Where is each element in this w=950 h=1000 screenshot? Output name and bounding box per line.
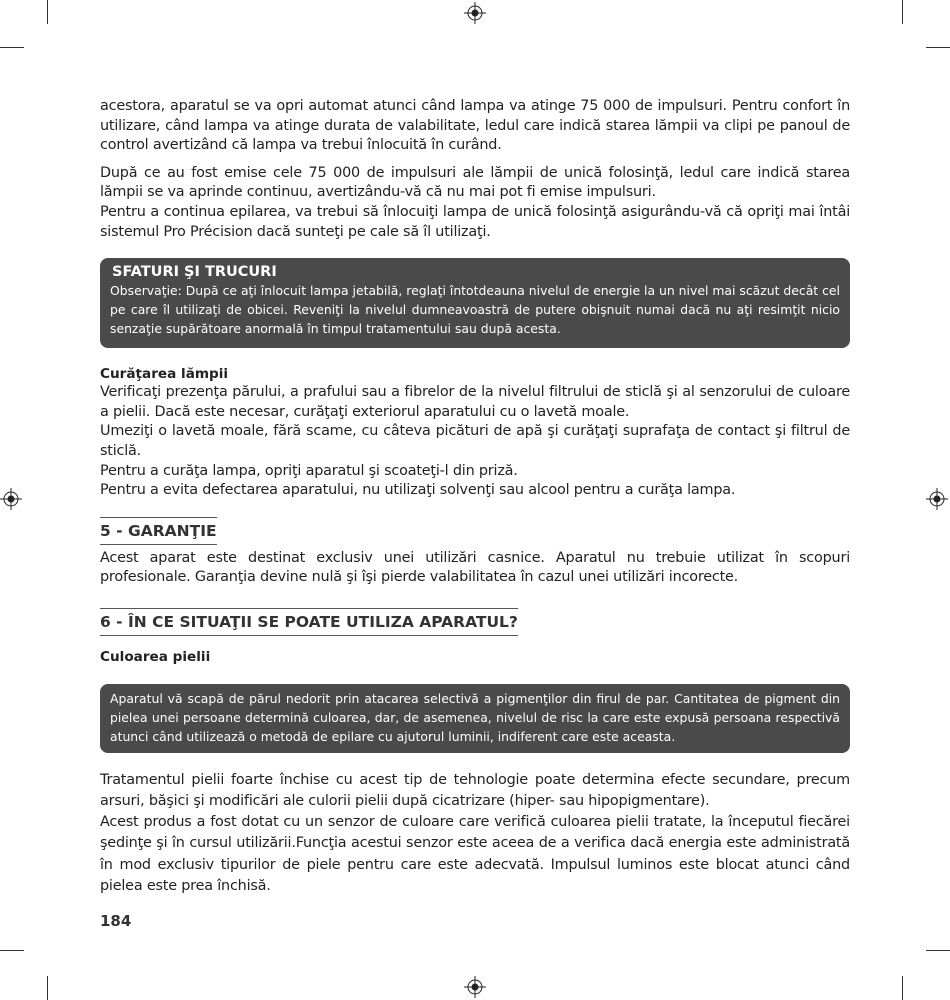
usage-paragraph-2: Acest produs a fost dotat cu un senzor de culoare care verifică culoarea pielii tratate, la începutul fiecărei şedinţe şi în cursul utilizării.Funcţia acestui senzor este aceea de a verifica dacă energia este administrată în mod exclusiv tipurilor de piele pentru care este adecvată. Impulsul luminos este blocat atunci când pielea este prea închisă. xyxy=(100,813,850,895)
registration-mark-icon xyxy=(0,488,22,510)
page-content xyxy=(100,97,850,898)
intro-paragraph-2: După ce au fost emise cele 75 000 de impulsuri ale lămpii de unică folosinţă, ledul care indică starea lămpii se va aprinde continuu, avertizându-vă că nu mai pot fi emise impulsuri. xyxy=(100,164,850,201)
cleaning-paragraph-3: Pentru a curăţa lampa, opriţi aparatul şi scoateţi-l din priză. xyxy=(100,462,518,479)
section-heading-usage: 6 - ÎN CE SITUAŢII SE POATE UTILIZA APARATUL? xyxy=(100,608,518,636)
tips-title: SFATURI ŞI TRUCURI xyxy=(112,264,277,281)
registration-mark-icon xyxy=(464,2,486,24)
section-heading-warranty: 5 - GARANŢIE xyxy=(100,517,217,545)
skin-color-info-text: Aparatul vă scapă de părul nedorit prin atacarea selectivă a pigmenţilor din firul de par. Cantitatea de pigment din pielea unei persoane determină culoarea, dar, de asemenea, nivelul de risc la care este expusă persoana respectivă atunci când utilizează o metodă de epilare cu ajutorul luminii, indiferent care este aceasta. xyxy=(110,690,840,745)
tips-text: Observaţie: După ce aţi înlocuit lampa jetabilă, reglaţi întotdeauna nivelul de energie la un nivel mai scăzut decât cel pe care îl utilizaţi de obicei. Reveniţi la nivelul dumneavoastră de putere obişnuit numai dacă nu aţi resimţit nicio senzaţie supărătoare anormală în timpul tratamentului sau după acesta. xyxy=(110,283,840,337)
tips-box xyxy=(100,258,850,348)
cleaning-paragraph-4: Pentru a evita defectarea aparatului, nu utilizaţi solvenţi sau alcool pentru a curăţa lampa. xyxy=(100,482,736,499)
crop-mark xyxy=(0,47,24,48)
crop-mark xyxy=(926,47,950,48)
crop-mark xyxy=(926,950,950,951)
registration-mark-icon xyxy=(926,488,948,510)
intro-paragraph-3: Pentru a continua epilarea, va trebui să înlocuiţi lampa de unică folosinţă asigurându-vă că opriţi mai întâi sistemul Pro Précision dacă sunteţi pe cale să îl utilizaţi. xyxy=(100,203,850,240)
page-number: 184 xyxy=(100,912,132,930)
cleaning-heading: Curăţarea lămpii xyxy=(100,366,229,383)
intro-paragraph-1: acestora, aparatul se va opri automat atunci când lampa va atinge 75 000 de impulsuri. Pentru confort în utilizare, când lampa va atinge durata de valabilitate, ledul care indică starea lămpii va clipi pe panoul de control avertizând că lampa va trebui înlocuită în curând. xyxy=(100,98,850,154)
skin-color-heading: Culoarea pielii xyxy=(100,648,211,665)
skin-color-info-box xyxy=(100,684,850,753)
crop-mark xyxy=(902,0,903,24)
warranty-text: Acest aparat este destinat exclusiv unei utilizări casnice. Aparatul nu trebuie utilizat în scopuri profesionale. Garanţia devine nulă şi îşi pierde valabilitatea în cazul unei utilizări incorecte. xyxy=(100,549,850,586)
crop-mark xyxy=(902,976,903,1000)
registration-mark-icon xyxy=(464,976,486,998)
crop-mark xyxy=(0,950,24,951)
crop-mark xyxy=(47,0,48,24)
cleaning-paragraph-2: Umeziţi o lavetă moale, fără scame, cu câteva picături de apă şi curăţaţi suprafaţa de contact şi filtrul de sticlă. xyxy=(100,423,850,459)
usage-paragraph-1: Tratamentul pielii foarte închise cu acest tip de tehnologie poate determina efecte secundare, precum arsuri, băşici şi modificări ale culorii pielii după cicatrizare (hiper- sau hipopigmentare). xyxy=(100,771,850,809)
crop-mark xyxy=(47,976,48,1000)
cleaning-paragraph-1: Verificaţi prezenţa părului, a prafului sau a fibrelor de la nivelul filtrului de sticlă şi al senzorului de culoare a pielii. Dacă este necesar, curăţaţi exteriorul aparatului cu o lavetă moale. xyxy=(100,384,850,420)
